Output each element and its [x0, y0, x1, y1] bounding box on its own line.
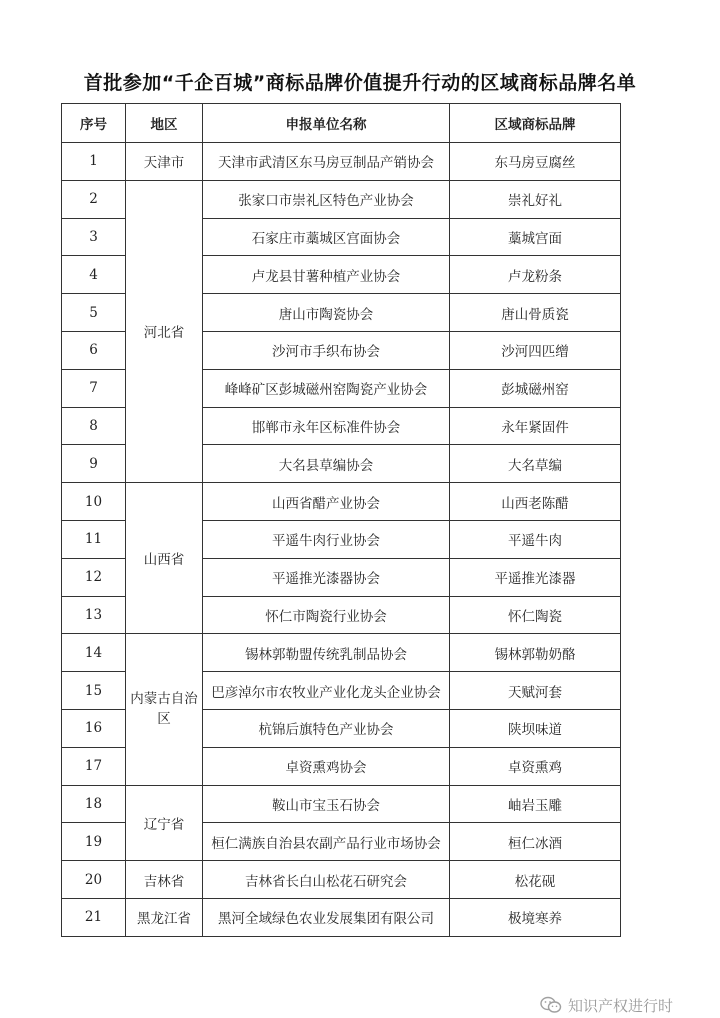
unit-cell: 吉林省长白山松花石研究会 — [203, 861, 450, 899]
unit-cell: 怀仁市陶瓷行业协会 — [203, 596, 450, 634]
brand-cell: 极境寒养 — [450, 898, 621, 936]
row-number: 10 — [62, 483, 126, 521]
unit-cell: 峰峰矿区彭城磁州窑陶瓷产业协会 — [203, 369, 450, 407]
header-region: 地区 — [126, 104, 203, 143]
row-number: 13 — [62, 596, 126, 634]
brand-cell: 唐山骨质瓷 — [450, 294, 621, 332]
brand-cell: 卓资熏鸡 — [450, 747, 621, 785]
unit-cell: 石家庄市藁城区宫面协会 — [203, 218, 450, 256]
region-cell: 内蒙古自治区 — [126, 634, 203, 785]
brand-cell: 锡林郭勒奶酪 — [450, 634, 621, 672]
unit-cell: 卢龙县甘薯种植产业协会 — [203, 256, 450, 294]
brand-cell: 平遥推光漆器 — [450, 558, 621, 596]
brand-cell: 松花砚 — [450, 861, 621, 899]
wechat-icon — [540, 996, 562, 1014]
watermark — [540, 995, 673, 1015]
row-number: 8 — [62, 407, 126, 445]
page-title: 首批参加“千企百城”商标品牌价值提升行动的区域商标品牌名单 — [83, 72, 637, 94]
row-number: 16 — [62, 709, 126, 747]
region-cell: 天津市 — [126, 143, 203, 181]
region-cell: 黑龙江省 — [126, 898, 203, 936]
row-number: 5 — [62, 294, 126, 332]
unit-cell: 张家口市崇礼区特色产业协会 — [203, 180, 450, 218]
brand-cell: 平遥牛肉 — [450, 520, 621, 558]
header-unit: 申报单位名称 — [203, 104, 450, 143]
brand-cell: 东马房豆腐丝 — [450, 143, 621, 181]
row-number: 1 — [62, 143, 126, 181]
row-number: 19 — [62, 823, 126, 861]
unit-cell: 大名县草编协会 — [203, 445, 450, 483]
row-number: 11 — [62, 520, 126, 558]
table-header-row — [62, 104, 621, 143]
brand-cell: 卢龙粉条 — [450, 256, 621, 294]
unit-cell: 平遥牛肉行业协会 — [203, 520, 450, 558]
row-number: 4 — [62, 256, 126, 294]
row-number: 21 — [62, 898, 126, 936]
brand-cell: 沙河四匹缯 — [450, 331, 621, 369]
unit-cell: 沙河市手织布协会 — [203, 331, 450, 369]
row-number: 14 — [62, 634, 126, 672]
row-number: 15 — [62, 672, 126, 710]
table-row — [62, 634, 621, 672]
unit-cell: 邯郸市永年区标准件协会 — [203, 407, 450, 445]
region-cell: 吉林省 — [126, 861, 203, 899]
table-row — [62, 861, 621, 899]
brand-cell: 岫岩玉雕 — [450, 785, 621, 823]
table-row — [62, 898, 621, 936]
row-number: 7 — [62, 369, 126, 407]
row-number: 17 — [62, 747, 126, 785]
header-brand: 区域商标品牌 — [450, 104, 621, 143]
unit-cell: 黑河全域绿色农业发展集团有限公司 — [203, 898, 450, 936]
brand-cell: 崇礼好礼 — [450, 180, 621, 218]
unit-cell: 杭锦后旗特色产业协会 — [203, 709, 450, 747]
row-number: 2 — [62, 180, 126, 218]
brand-cell: 藁城宫面 — [450, 218, 621, 256]
brand-cell: 彭城磁州窑 — [450, 369, 621, 407]
unit-cell: 鞍山市宝玉石协会 — [203, 785, 450, 823]
unit-cell: 锡林郭勒盟传统乳制品协会 — [203, 634, 450, 672]
brand-cell: 山西老陈醋 — [450, 483, 621, 521]
table-row — [62, 785, 621, 823]
row-number: 6 — [62, 331, 126, 369]
unit-cell: 天津市武清区东马房豆制品产销协会 — [203, 143, 450, 181]
brand-cell: 怀仁陶瓷 — [450, 596, 621, 634]
brand-cell: 永年紧固件 — [450, 407, 621, 445]
watermark-text: 知识产权进行时 — [568, 996, 674, 1015]
brand-cell: 桓仁冰酒 — [450, 823, 621, 861]
unit-cell: 桓仁满族自治县农副产品行业市场协会 — [203, 823, 450, 861]
row-number: 3 — [62, 218, 126, 256]
row-number: 20 — [62, 861, 126, 899]
brand-cell: 大名草编 — [450, 445, 621, 483]
unit-cell: 卓资熏鸡协会 — [203, 747, 450, 785]
region-cell: 山西省 — [126, 483, 203, 634]
table-row — [62, 180, 621, 218]
header-number: 序号 — [62, 104, 126, 143]
region-cell: 河北省 — [126, 180, 203, 482]
table-row — [62, 483, 621, 521]
table-row — [62, 143, 621, 181]
region-cell: 辽宁省 — [126, 785, 203, 861]
unit-cell: 唐山市陶瓷协会 — [203, 294, 450, 332]
unit-cell: 巴彦淖尔市农牧业产业化龙头企业协会 — [203, 672, 450, 710]
row-number: 9 — [62, 445, 126, 483]
brand-cell: 天赋河套 — [450, 672, 621, 710]
brand-list-table — [61, 103, 621, 937]
unit-cell: 平遥推光漆器协会 — [203, 558, 450, 596]
row-number: 18 — [62, 785, 126, 823]
row-number: 12 — [62, 558, 126, 596]
unit-cell: 山西省醋产业协会 — [203, 483, 450, 521]
brand-cell: 陕坝味道 — [450, 709, 621, 747]
